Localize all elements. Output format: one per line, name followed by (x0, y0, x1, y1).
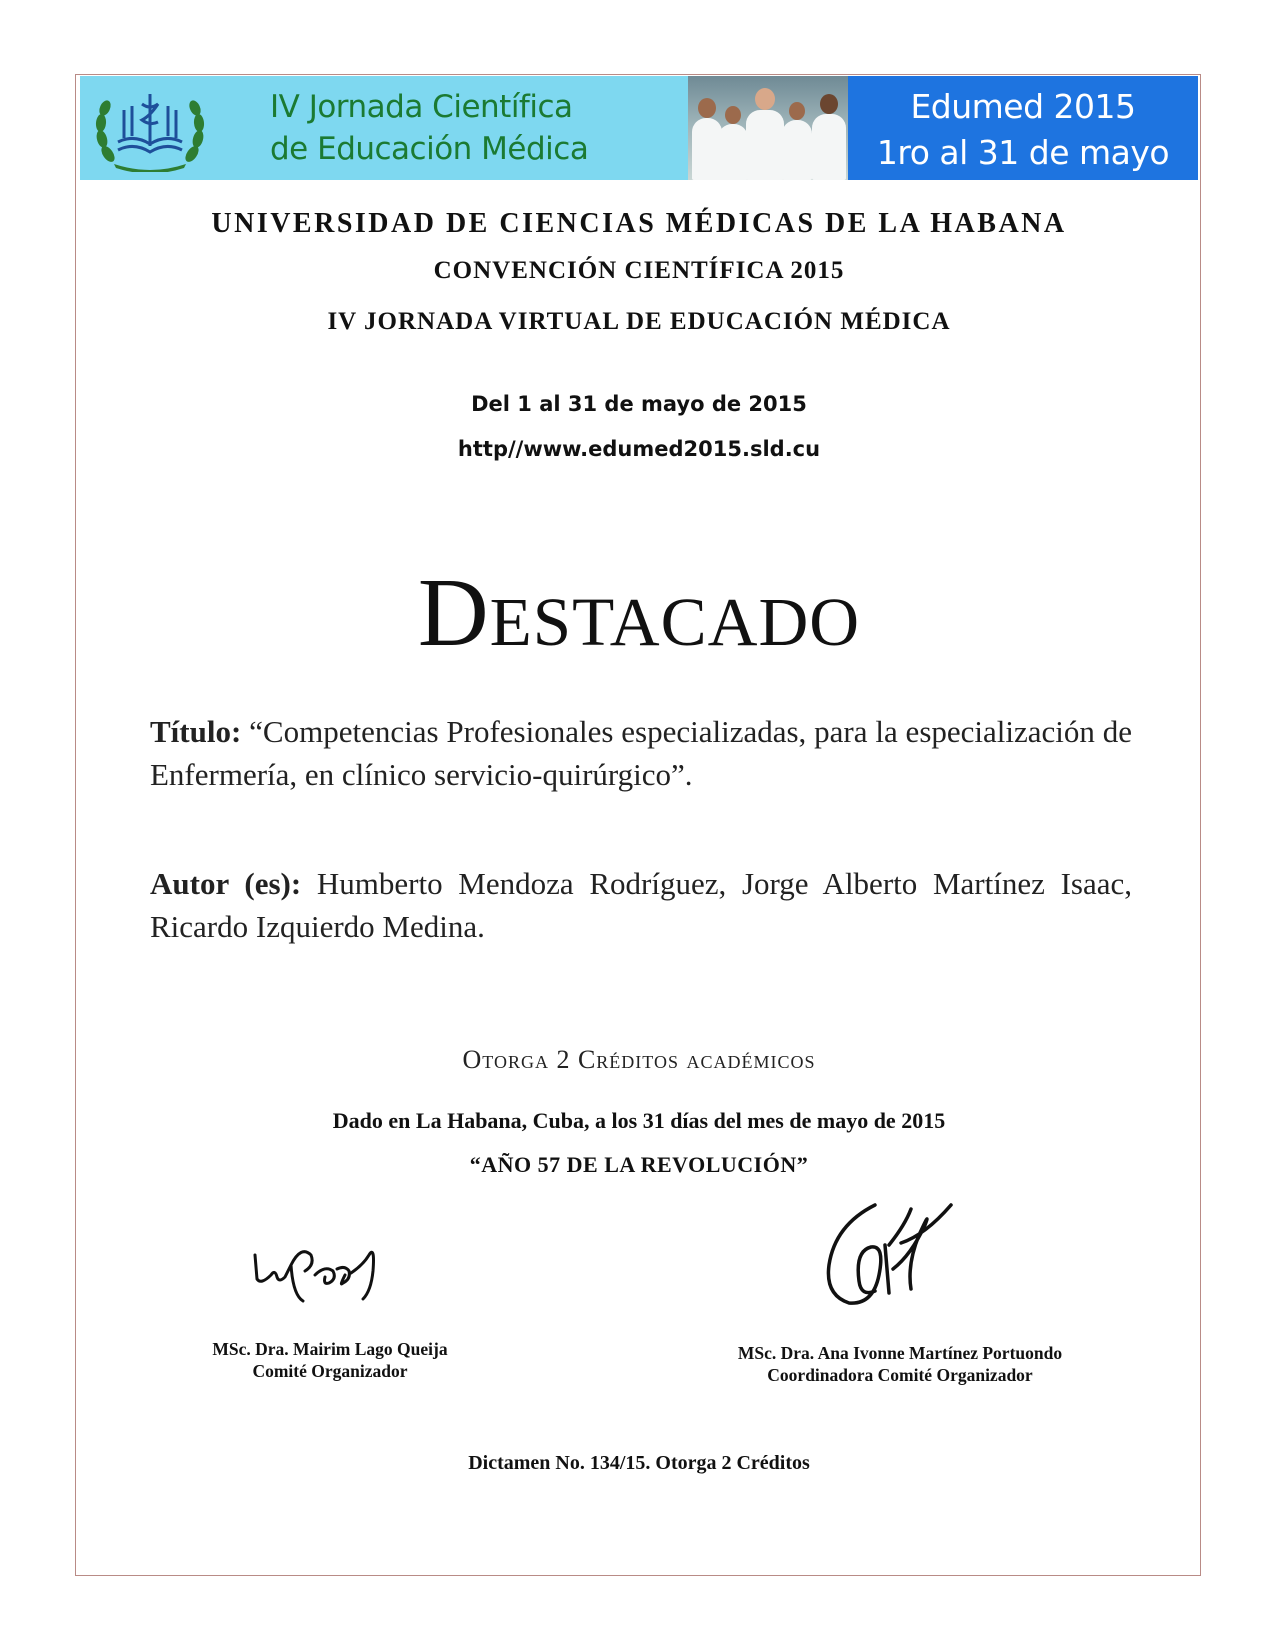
signer-left-name: MSc. Dra. Mairim Lago Queija (212, 1339, 448, 1359)
work-title-label: Título: (150, 714, 242, 749)
award-title: Destacado (417, 559, 861, 667)
signer-right-name: MSc. Dra. Ana Ivonne Martínez Portuondo (737, 1343, 1063, 1363)
banner-event-name: Edumed 2015 (910, 87, 1136, 126)
event-url: http//www.edumed2015.sld.cu (457, 437, 821, 461)
signer-right (680, 1342, 1120, 1386)
ruling-number: Dictamen No. 134/15. Otorga 2 Créditos (468, 1452, 810, 1474)
banner-photo (688, 76, 848, 180)
signature-right-icon (815, 1185, 965, 1315)
banner-title (270, 86, 588, 170)
banner-title-line-2: de Educación Médica (270, 131, 589, 167)
photo-person (746, 110, 784, 180)
banner-event-dates: 1ro al 31 de mayo (876, 133, 1170, 172)
authors-label: Autor (es): (150, 866, 302, 901)
event-name: IV JORNADA VIRTUAL DE EDUCACIÓN MÉDICA (327, 308, 951, 335)
signer-left-role: Comité Organizador (252, 1361, 408, 1381)
work-title-paragraph (150, 710, 1132, 796)
laurel-book-logo-icon (94, 84, 206, 172)
credits-statement: Otorga 2 Créditos académicos (462, 1045, 816, 1074)
event-banner (80, 76, 1198, 180)
photo-person (782, 120, 812, 180)
banner-right-panel (848, 76, 1198, 180)
authors-paragraph (150, 862, 1132, 948)
year-motto: “AÑO 57 DE LA REVOLUCIÓN” (469, 1152, 809, 1177)
signature-left-icon (245, 1235, 395, 1315)
banner-title-line-1: IV Jornada Científica (270, 89, 573, 125)
authors-text: Humberto Mendoza Rodríguez, Jorge Alberto Martínez Isaac, Ricardo Izquierdo Medina. (150, 866, 1132, 944)
work-title-text: “Competencias Profesionales especializadas, para la especialización de Enfermería, en clínico servicio-quirúrgico”. (150, 714, 1133, 792)
banner-left-panel (80, 76, 688, 180)
issue-place-date: Dado en La Habana, Cuba, a los 31 días del mes de mayo de 2015 (332, 1108, 946, 1133)
photo-person (718, 124, 748, 180)
institution-name: UNIVERSIDAD DE CIENCIAS MÉDICAS DE LA HABANA (211, 208, 1067, 239)
event-dates: Del 1 al 31 de mayo de 2015 (471, 392, 807, 416)
banner-event (848, 84, 1198, 176)
signer-right-role: Coordinadora Comité Organizador (767, 1365, 1033, 1385)
signer-left (170, 1338, 490, 1382)
convention-name: CONVENCIÓN CIENTÍFICA 2015 (433, 257, 845, 284)
photo-person (812, 114, 846, 180)
